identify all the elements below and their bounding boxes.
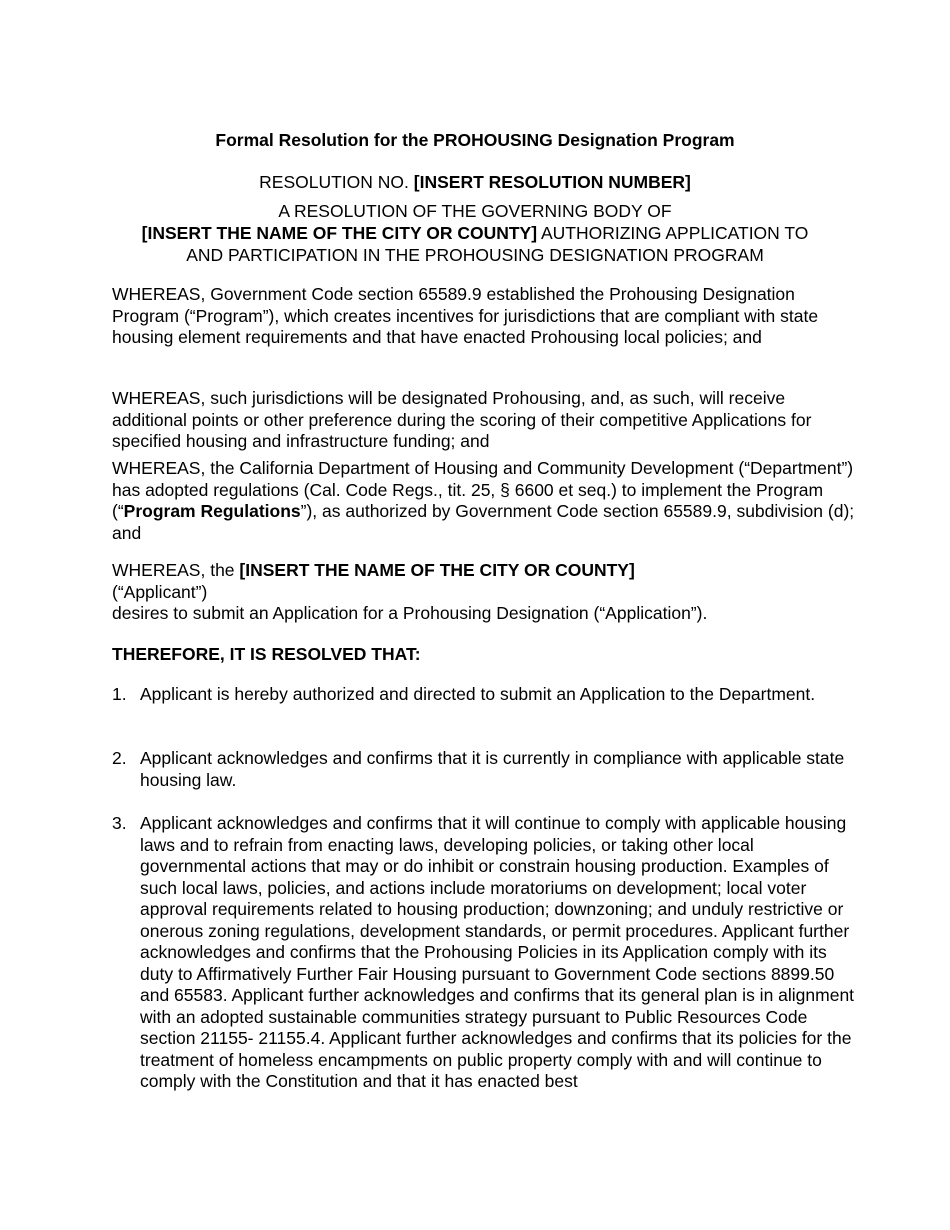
whereas-p4-line3: desires to submit an Application for a Prohousing Designation (“Application”). — [112, 603, 708, 623]
whereas-p3-text-before: WHEREAS, the California Department of Housing and Community Development (“Department”) has adopted regulations (Cal. Code Regs., tit. 25, § 6600 et seq.) to implement the Program (“ — [112, 458, 854, 521]
whereas-p4-placeholder: [INSERT THE NAME OF THE CITY OR COUNTY] — [239, 560, 635, 580]
whereas-paragraph-1: WHEREAS, Government Code section 65589.9 established the Prohousing Designation Program (“Program”), which creates incentives for jurisdictions that are compliant with state housing element requirements and that have enacted Prohousing local policies; and — [112, 284, 819, 347]
whereas-p4-line1 — [112, 560, 857, 582]
page-title: Formal Resolution for the PROHOUSING Designation Program — [215, 130, 735, 150]
resolution-heading-line2 — [0, 222, 950, 244]
whereas-p3-bold: Program Regulations — [123, 501, 301, 521]
list-item-text: Applicant acknowledges and confirms that it will continue to comply with applicable housing laws and to refrain from enacting laws, developing policies, or taking other local governmental actions that may or do inhibit or constrain housing production. Examples of such local laws, policies, and actions include moratoriums on development; local voter approval requirements related to housing production; downzoning; and unduly restrictive or onerous zoning regulations, development standards, or permit procedures. Applicant further acknowledges and confirms that the Prohousing Policies in its Application comply with its duty to Affirmatively Further Fair Housing pursuant to Government Code sections 8899.50 and 65583. Applicant further acknowledges and confirms that its general plan is in alignment with an adopted sustainable communities strategy pursuant to Public Resources Code section 21155- 21155.4. Applicant further acknowledges and confirms that its policies for the treatment of homeless encampments on public property comply with and will continue to comply with the Constitution and that it has enacted best — [140, 813, 855, 1091]
whereas-paragraph-4 — [112, 560, 857, 625]
list-item-number: 3. — [112, 813, 127, 833]
list-item-number: 2. — [112, 748, 127, 768]
resolution-heading-rest: AUTHORIZING APPLICATION TO — [540, 223, 809, 243]
list-item-text: Applicant acknowledges and confirms that it is currently in compliance with applicable state housing law. — [140, 748, 845, 790]
therefore-heading: THEREFORE, IT IS RESOLVED THAT: — [112, 644, 421, 664]
resolution-heading-line1: A RESOLUTION OF THE GOVERNING BODY OF — [278, 201, 672, 221]
list-item-text: Applicant is hereby authorized and directed to submit an Application to the Department. — [140, 684, 816, 704]
resolution-heading-placeholder: [INSERT THE NAME OF THE CITY OR COUNTY] — [141, 223, 538, 243]
resolution-number-placeholder: [INSERT RESOLUTION NUMBER] — [413, 172, 691, 192]
list-item-number: 1. — [112, 684, 127, 704]
resolution-number-prefix: RESOLUTION NO. — [259, 172, 409, 192]
whereas-paragraph-3 — [112, 458, 857, 544]
resolution-heading-line3: AND PARTICIPATION IN THE PROHOUSING DESIGNATION PROGRAM — [186, 245, 764, 265]
whereas-p4-line2: (“Applicant”) — [112, 581, 208, 602]
resolution-heading — [0, 200, 950, 266]
whereas-paragraph-2: WHEREAS, such jurisdictions will be designated Prohousing, and, as such, will receive additional points or other preference during the scoring of their competitive Applications for specified housing and infrastructure funding; and — [112, 388, 812, 451]
whereas-p3-text-after: ”), as authorized by Government Code section 65589.9, subdivision (d); and — [112, 501, 855, 543]
resolution-number — [0, 172, 950, 193]
whereas-p4-prefix: WHEREAS, the — [112, 560, 235, 580]
